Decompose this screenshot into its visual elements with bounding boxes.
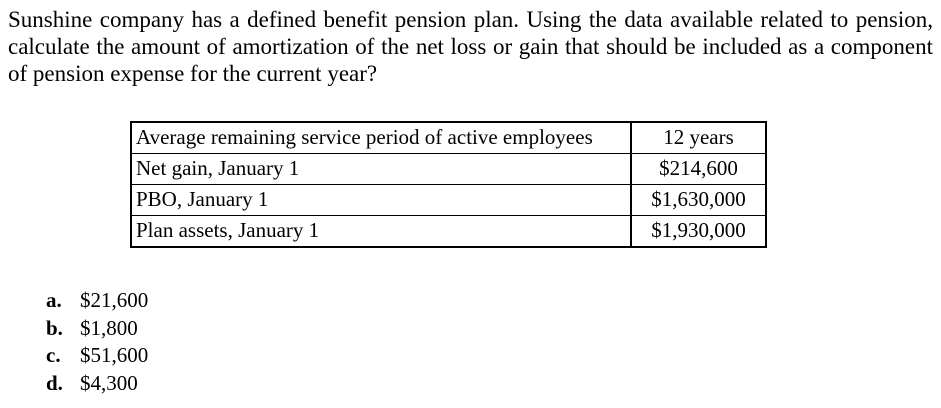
row-label: Average remaining service period of active employees xyxy=(131,122,631,154)
option-a[interactable] xyxy=(46,287,148,315)
option-letter: d. xyxy=(46,370,63,395)
pension-data-table xyxy=(130,121,767,248)
option-letter: b. xyxy=(46,315,63,340)
answer-options xyxy=(46,287,148,397)
row-value: $1,930,000 xyxy=(631,216,766,248)
row-label: PBO, January 1 xyxy=(131,185,631,216)
option-d[interactable] xyxy=(46,370,148,398)
option-letter: a. xyxy=(46,288,62,312)
option-letter: c. xyxy=(46,343,61,367)
table-row xyxy=(131,154,766,185)
option-text: $21,600 xyxy=(80,288,149,312)
row-label: Net gain, January 1 xyxy=(131,154,631,185)
table-row xyxy=(131,122,766,154)
option-text: $4,300 xyxy=(80,370,138,395)
row-label: Plan assets, January 1 xyxy=(131,216,631,248)
question-text: Sunshine company has a defined benefit pension plan. Using the data available related to pension, calculate the amount of amortization of the net loss or gain that should be included as a component of pension expense for the current year? xyxy=(8,7,933,86)
table-row xyxy=(131,216,766,248)
option-text: $1,800 xyxy=(80,315,138,340)
row-value: 12 years xyxy=(631,122,766,154)
option-c[interactable] xyxy=(46,342,148,370)
row-value: $1,630,000 xyxy=(631,185,766,216)
row-value: $214,600 xyxy=(631,154,766,185)
option-b[interactable] xyxy=(46,315,148,343)
option-text: $51,600 xyxy=(80,343,149,367)
table-row xyxy=(131,185,766,216)
